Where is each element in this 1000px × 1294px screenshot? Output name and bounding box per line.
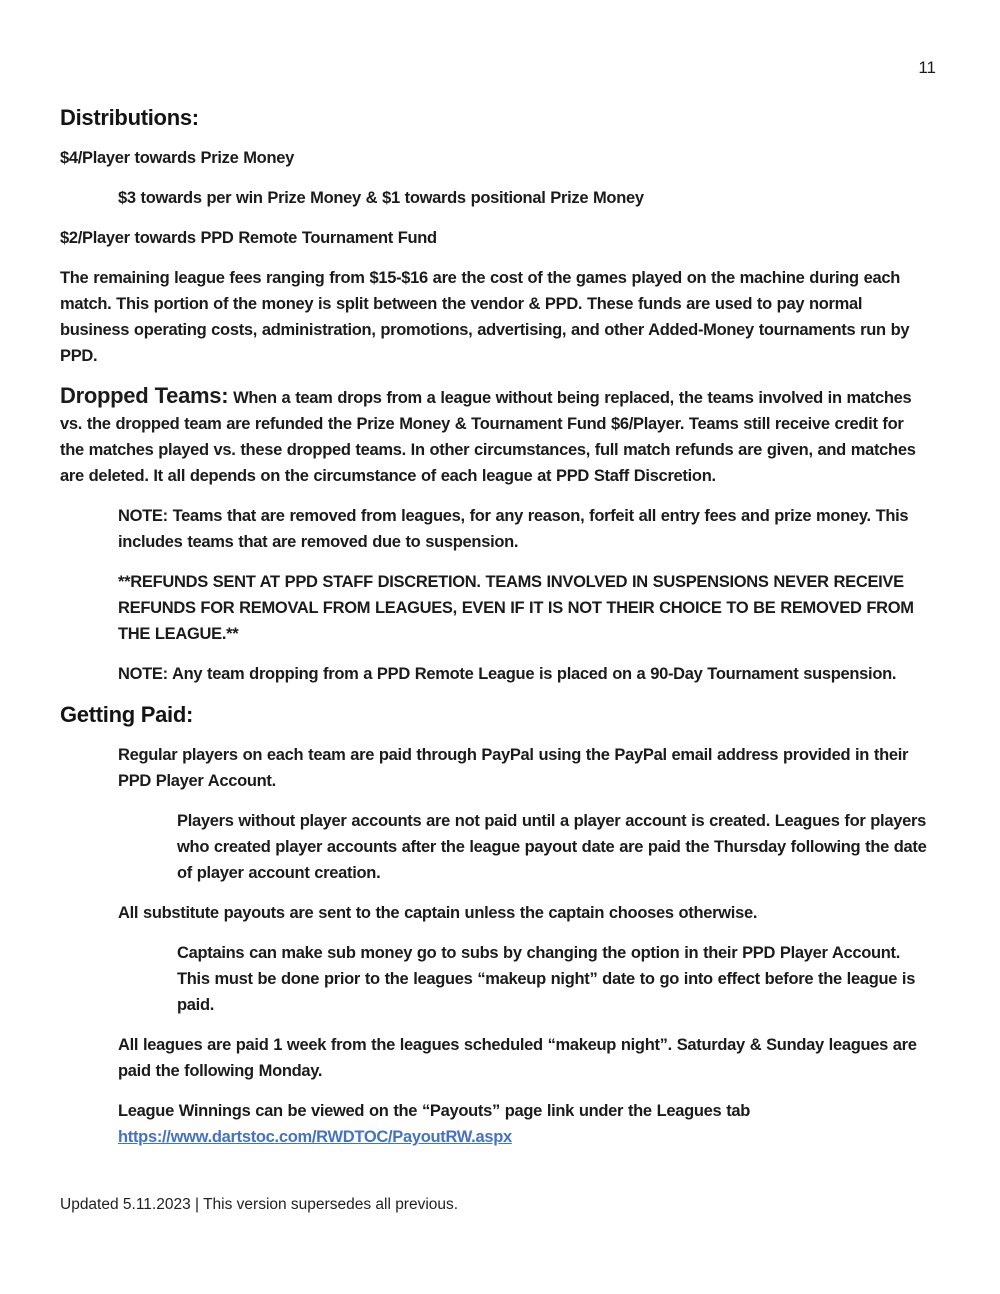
para-note-suspension: NOTE: Any team dropping from a PPD Remote League is placed on a 90-Day Tournament suspension.	[118, 665, 897, 683]
para-remaining-fees: The remaining league fees ranging from $15-$16 are the cost of the games played on the machine during each match. This portion of the money is split between the vendor & PPD. These funds are used to pay normal business operating costs, administration, promotions, advertising, and other Added-Money tournaments run by PPD.	[60, 269, 910, 365]
page-number: 11	[918, 58, 936, 77]
document-content	[60, 104, 928, 1164]
para-note-removed: NOTE: Teams that are removed from leagues, for any reason, forfeit all entry fees and prize money. This includes teams that are removed due to suspension.	[118, 507, 909, 551]
section-heading-dropped-teams: Dropped Teams:	[60, 383, 229, 408]
page-footer: Updated 5.11.2023 | This version supersedes all previous.	[60, 1196, 459, 1213]
league-winnings-text: League Winnings can be viewed on the “Payouts” page link under the Leagues tab	[118, 1102, 751, 1120]
dropped-teams-intro: When a team drops from a league without being replaced, the teams involved in matches vs. the dropped team are refunded the Prize Money & Tournament Fund $6/Player. Teams still receive credit for the matches played vs. these dropped teams. In other circumstances, full match refunds are given, and matches are deleted. It all depends on the circumstance of each league at PPD Staff Discretion.	[60, 389, 916, 485]
para-dropped-teams	[60, 383, 928, 489]
payout-link[interactable]: https://www.dartstoc.com/RWDTOC/PayoutRW.aspx	[118, 1128, 512, 1146]
para-substitute-payouts: All substitute payouts are sent to the captain unless the captain chooses otherwise.	[118, 904, 758, 922]
para-prize-money: $4/Player towards Prize Money	[60, 149, 294, 167]
section-heading-getting-paid: Getting Paid:	[60, 702, 193, 727]
para-payment-schedule: All leagues are paid 1 week from the leagues scheduled “makeup night”. Saturday & Sunday leagues are paid the following Monday.	[118, 1036, 917, 1080]
para-player-accounts: Players without player accounts are not paid until a player account is created. Leagues for players who created player accounts after the league payout date are paid the Thursday following the date of player account creation.	[177, 812, 927, 882]
para-captains-sub-money: Captains can make sub money go to subs by changing the option in their PPD Player Account. This must be done prior to the leagues “makeup night” date to go into effect before the league is paid.	[177, 944, 916, 1014]
para-refunds-disclaimer: **REFUNDS SENT AT PPD STAFF DISCRETION. TEAMS INVOLVED IN SUSPENSIONS NEVER RECEIVE REFUNDS FOR REMOVAL FROM LEAGUES, EVEN IF IT IS NOT THEIR CHOICE TO BE REMOVED FROM THE LEAGUE.**	[118, 573, 914, 643]
para-tournament-fund: $2/Player towards PPD Remote Tournament Fund	[60, 229, 437, 247]
para-regular-players: Regular players on each team are paid through PayPal using the PayPal email address provided in their PPD Player Account.	[118, 746, 909, 790]
section-heading-distributions: Distributions:	[60, 105, 199, 130]
para-prize-split: $3 towards per win Prize Money & $1 towards positional Prize Money	[118, 189, 644, 207]
para-league-winnings	[118, 1098, 928, 1150]
